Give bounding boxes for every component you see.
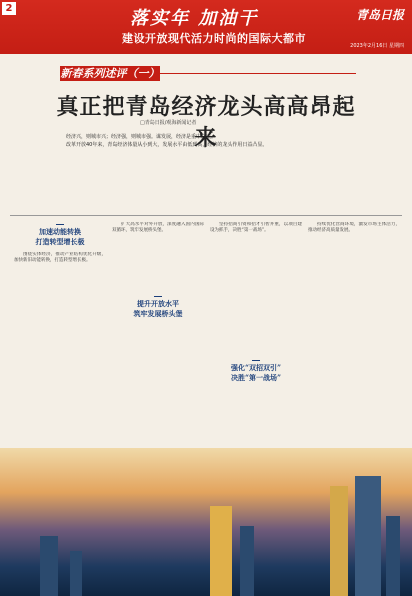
column-paragraph: 坚持招商引资和招才引智并重，以项目建设为抓手，决胜“第一战场”。 (210, 222, 302, 234)
subhead-text: 加速动能转换 打造转型增长极 (35, 227, 85, 246)
building-shape (70, 551, 82, 596)
article-headline: 真正把青岛经济龙头高高昂起来 (56, 94, 356, 151)
article-column-2 (112, 222, 204, 282)
subhead-bar (252, 360, 260, 361)
section-subtitle: 建设开放现代活力时尚的国际大都市 (122, 32, 306, 45)
building-shape (386, 516, 400, 596)
building-shape (210, 506, 232, 596)
series-divider (160, 73, 356, 74)
column-paragraph: 围绕实体经济，推动产业结构优化升级，加快新旧动能转换，打造转型增长极。 (14, 252, 106, 264)
subhead-bar (56, 224, 64, 225)
masthead-banner (0, 0, 412, 54)
lead-paragraph: 改革开放40年来，青岛经济体量从小到大，发展水平由低到高，经济的龙头作用日益凸显。 (66, 142, 268, 148)
subhead-investment (210, 360, 302, 383)
section-slogan: 落实年 加油干 (130, 8, 259, 29)
subhead-transformation (14, 224, 106, 247)
issue-date: 2023年2月16日 星期四 (350, 43, 404, 49)
lead-paragraph: 经济兴，则城市兴；经济强，则城市强。谋发展，经济是重中之重。 (66, 134, 217, 140)
subhead-text: 强化“双招双引” 决胜“第一战场” (230, 363, 282, 382)
subhead-text: 提升开放水平 筑牢发展桥头堡 (133, 299, 183, 318)
column-paragraph: 扩大高水平对外开放，深度融入国内国际双循环，筑牢发展桥头堡。 (112, 222, 204, 234)
section-rule (10, 215, 402, 216)
page-number: 2 (2, 2, 16, 15)
article-byline: □青岛日报/观海新闻记者 (140, 120, 197, 126)
building-shape (240, 526, 254, 596)
article-column-4 (308, 222, 400, 442)
building-shape (40, 536, 58, 596)
column-paragraph: 持续优化营商环境，激发市场主体活力，推动经济高质量发展。 (308, 222, 400, 234)
subhead-opening (112, 296, 204, 319)
subhead-bar (154, 296, 162, 297)
building-shape (355, 476, 381, 596)
article-column-1 (14, 252, 106, 442)
newspaper-brand: 青岛日报 (355, 8, 404, 22)
article-column-3 (210, 222, 302, 442)
city-skyline-photo (0, 448, 412, 596)
building-shape (330, 486, 348, 596)
series-tag: 新春系列述评（一） (60, 67, 160, 80)
article-lead (56, 134, 356, 150)
